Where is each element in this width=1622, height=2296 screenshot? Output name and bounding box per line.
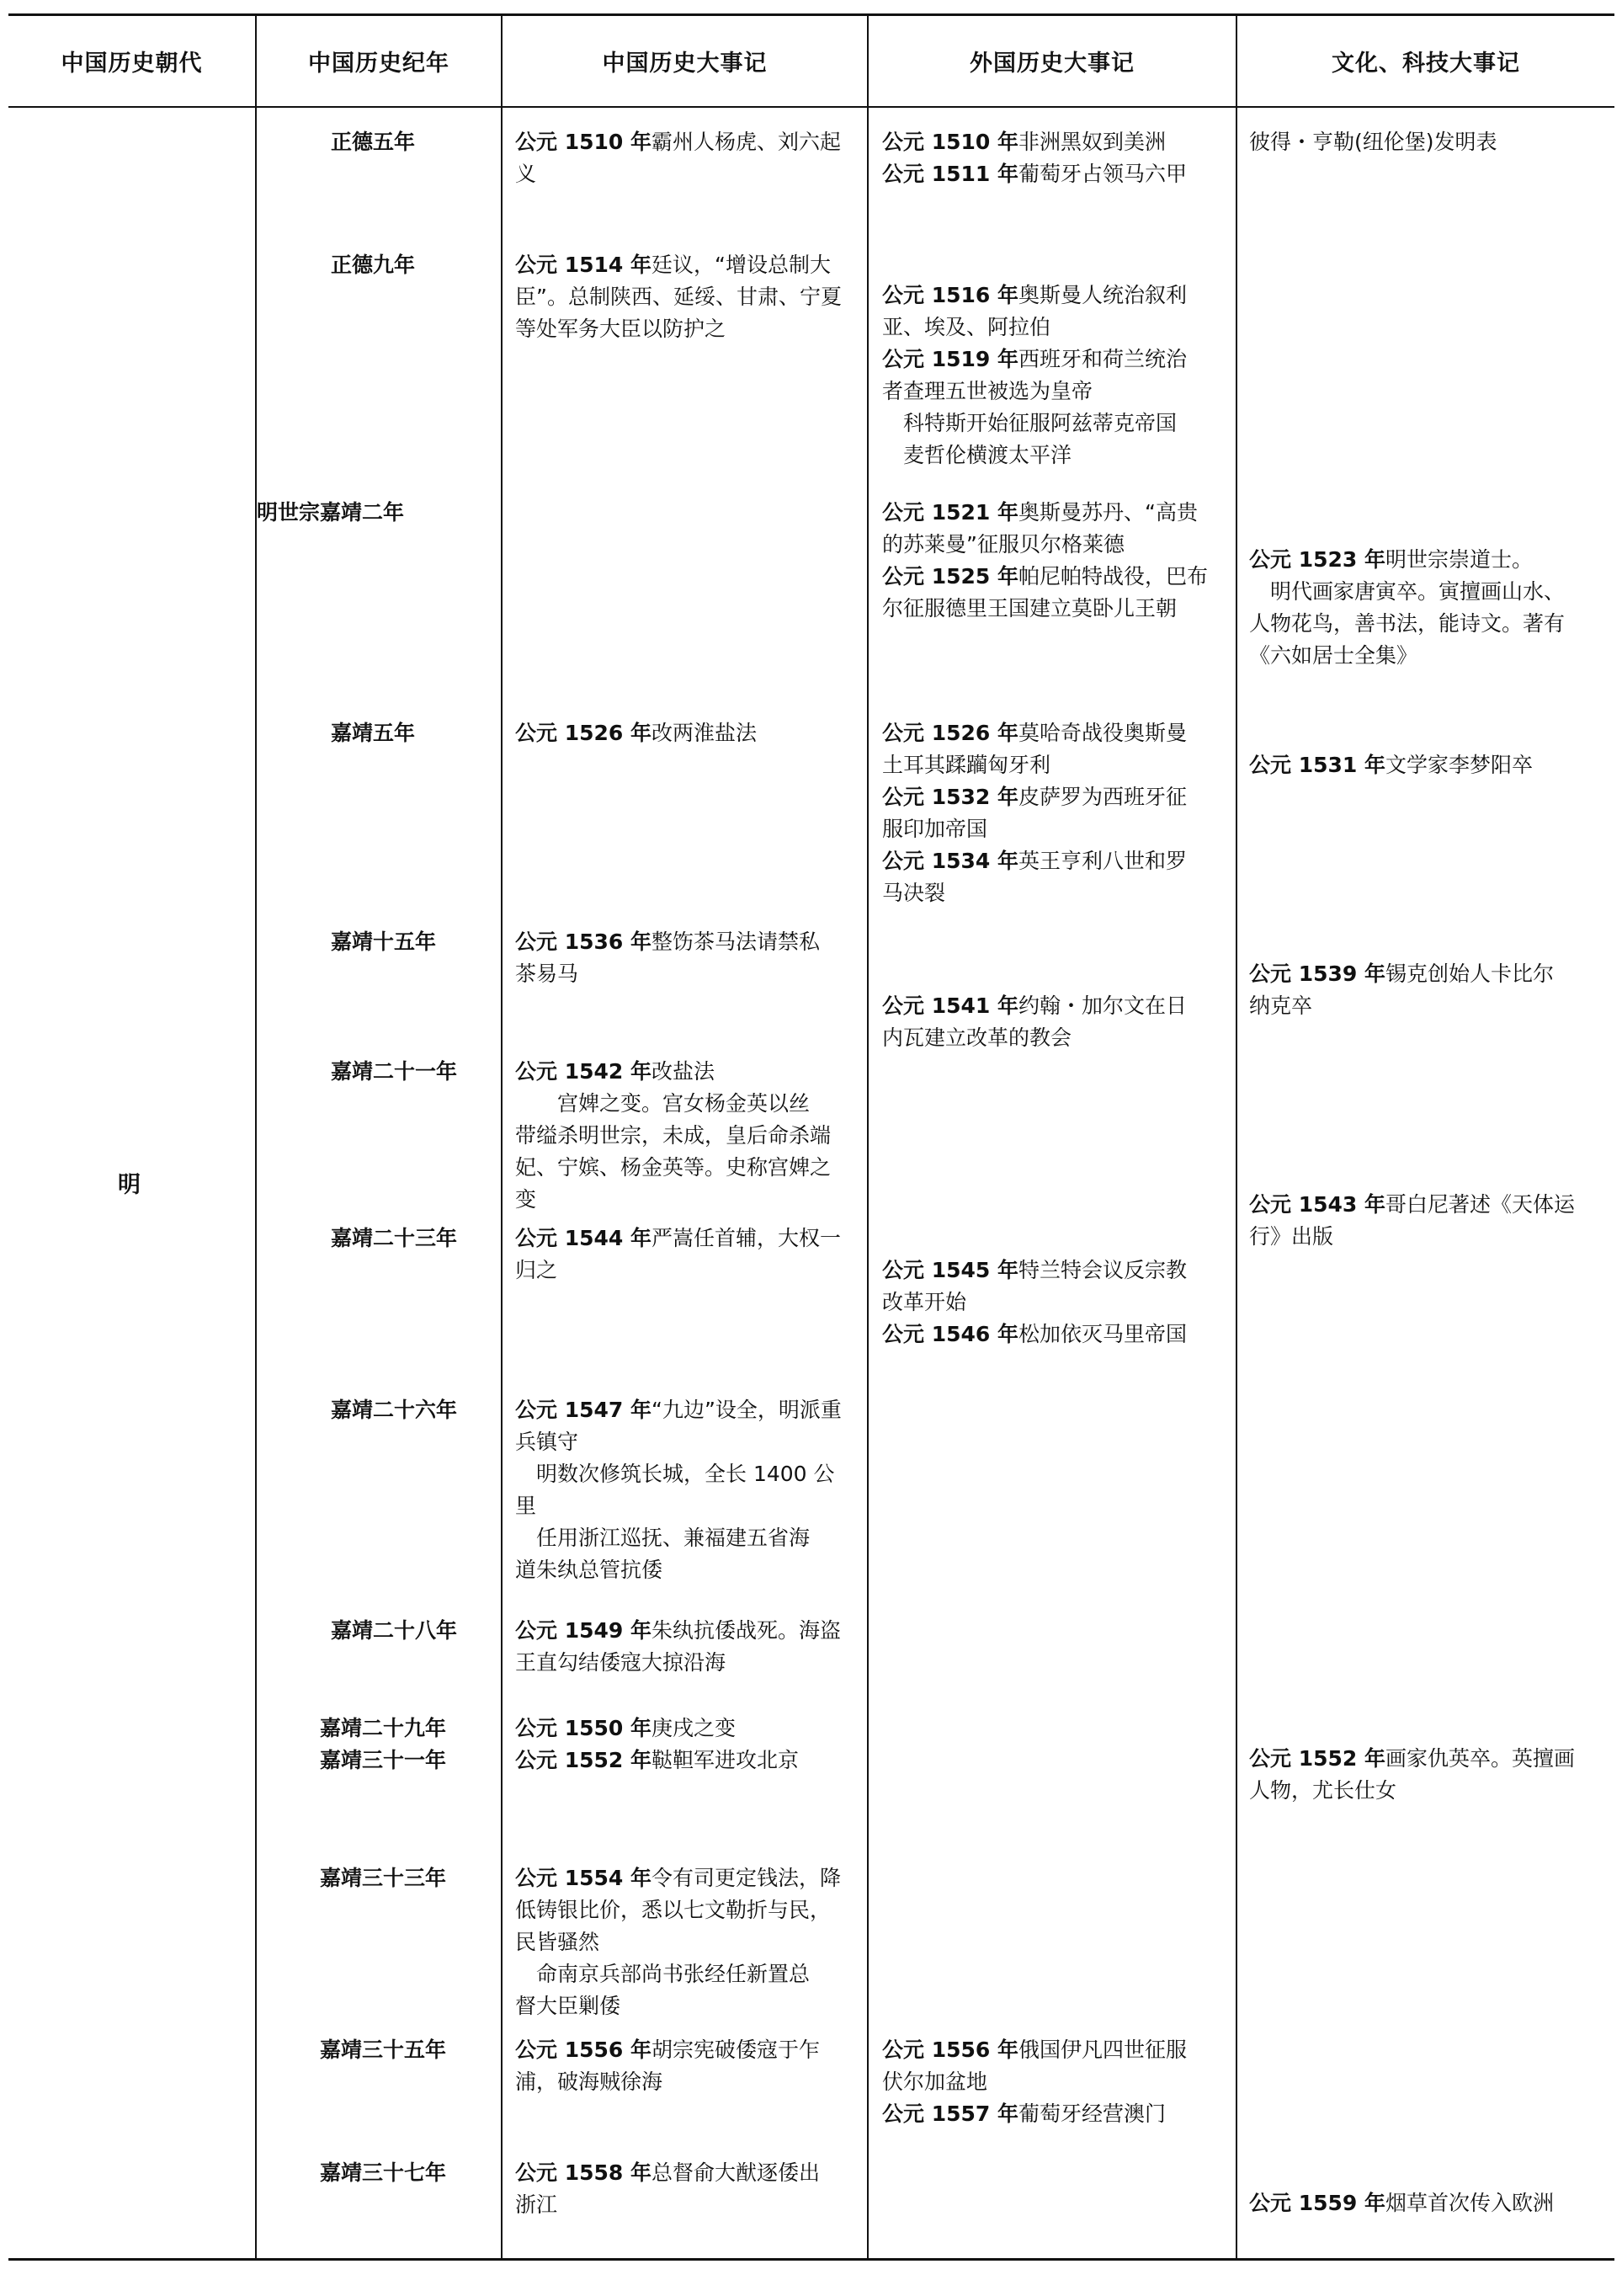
header-dynasty: 中国历史朝代	[61, 50, 203, 77]
culture-event	[1249, 126, 1497, 158]
china-event	[515, 1862, 841, 2022]
event-line: 王直勾结倭寇大掠沿海	[515, 1650, 726, 1675]
event-line: 公元 1534 年英王亨利八世和罗	[882, 849, 1188, 873]
event-line: 公元 1510 年非洲黑奴到美洲	[882, 130, 1167, 154]
era-cell: 嘉靖五年	[331, 721, 416, 745]
event-line: 内瓦建立改革的教会	[882, 1025, 1072, 1050]
event-line: 公元 1536 年整饬茶马法请禁私	[515, 930, 821, 954]
china-event	[515, 1223, 841, 1287]
event-line: 公元 1558 年总督俞大猷逐倭出	[515, 2160, 821, 2185]
event-line: 彼得・亨勒(纽伦堡)发明表	[1249, 130, 1497, 154]
dynasty-label: 明	[118, 1172, 141, 1198]
event-line: 改革开始	[882, 1290, 967, 1314]
event-line: 茶易马	[515, 962, 579, 986]
china-event	[515, 1394, 842, 1586]
event-line: 任用浙江巡抚、兼福建五省海	[515, 1526, 811, 1550]
china-event	[515, 249, 842, 345]
event-line: 低铸银比价，悉以七文勒折与民，	[515, 1898, 832, 1922]
culture-event	[1249, 544, 1565, 672]
event-line: 公元 1552 年画家仇英卒。英擅画	[1249, 1746, 1576, 1771]
header-foreign-events: 外国历史大事记	[970, 50, 1135, 77]
event-line: 纳克卒	[1249, 994, 1313, 1018]
event-line: 人物，尤长仕女	[1249, 1778, 1397, 1803]
event-line: 公元 1539 年锡克创始人卡比尔	[1249, 962, 1555, 986]
event-line: 公元 1510 年霸州人杨虎、刘六起	[515, 130, 842, 154]
event-line: 行》出版	[1249, 1224, 1334, 1249]
china-event	[515, 1713, 799, 1777]
event-line: 道朱纨总管抗倭	[515, 1558, 663, 1582]
era-cell: 明世宗嘉靖二年	[257, 500, 405, 525]
era-cell: 嘉靖二十九年	[320, 1716, 447, 1740]
event-line: 义	[515, 162, 537, 186]
event-line: 民皆骚然	[515, 1930, 600, 1954]
china-event	[515, 1056, 831, 1216]
event-line: 公元 1549 年朱纨抗倭战死。海盗	[515, 1618, 842, 1643]
header-culture-events: 文化、科技大事记	[1332, 50, 1520, 77]
era-cell: 嘉靖三十三年	[320, 1866, 447, 1890]
foreign-event	[882, 497, 1208, 625]
event-line: 浦，破海贼徐海	[515, 2070, 663, 2094]
event-line: 者查理五世被选为皇帝	[882, 379, 1093, 403]
era-cell: 正德九年	[331, 253, 416, 277]
event-line: 公元 1523 年明世宗崇道士。	[1249, 547, 1534, 572]
event-line: 公元 1554 年令有司更定钱法，降	[515, 1866, 842, 1890]
era-cell: 嘉靖三十一年	[320, 1748, 447, 1772]
event-line: 公元 1542 年改盐法	[515, 1059, 715, 1084]
event-line: 麦哲伦横渡太平洋	[882, 443, 1072, 467]
culture-event	[1249, 2187, 1554, 2219]
era-cell: 嘉靖二十八年	[331, 1618, 458, 1643]
era-cell: 嘉靖二十三年	[331, 1226, 458, 1250]
foreign-event	[882, 280, 1187, 471]
column-divider-4	[1236, 15, 1237, 2258]
era-cell: 嘉靖二十一年	[331, 1059, 458, 1084]
event-line: 公元 1514 年廷议，“增设总制大	[515, 253, 831, 277]
era-cell: 嘉靖二十六年	[331, 1398, 458, 1422]
era-cell: 嘉靖十五年	[331, 930, 437, 954]
event-line: 伏尔加盆地	[882, 2070, 988, 2094]
culture-event	[1249, 958, 1554, 1022]
china-event	[515, 717, 757, 749]
event-line: 公元 1557 年葡萄牙经营澳门	[882, 2102, 1167, 2126]
event-line: 归之	[515, 1258, 558, 1282]
event-line: 公元 1556 年胡宗宪破倭寇于乍	[515, 2038, 821, 2062]
event-line: 人物花鸟，善书法，能诗文。著有	[1249, 611, 1566, 636]
era-cell: 正德五年	[331, 130, 416, 154]
china-event	[515, 2034, 820, 2098]
event-line: 兵镇守	[515, 1430, 579, 1454]
event-line: 宫婢之变。宫女杨金英以丝	[515, 1091, 811, 1116]
event-line: 尔征服德里王国建立莫卧儿王朝	[882, 596, 1178, 621]
event-line: 亚、埃及、阿拉伯	[882, 315, 1051, 339]
event-line: 公元 1526 年莫哈奇战役奥斯曼	[882, 721, 1188, 745]
event-line: 妃、宁嫔、杨金英等。史称宫婢之	[515, 1155, 832, 1180]
event-line: 的苏莱曼”征服贝尔格莱德	[882, 532, 1125, 557]
foreign-event	[882, 2034, 1187, 2130]
event-line: 公元 1532 年皮萨罗为西班牙征	[882, 785, 1188, 809]
column-divider-2	[501, 15, 503, 2258]
event-line: 里	[515, 1494, 537, 1518]
event-line: 公元 1531 年文学家李梦阳卒	[1249, 753, 1534, 777]
foreign-event	[882, 717, 1187, 909]
column-divider-3	[867, 15, 869, 2258]
event-line: 公元 1544 年严嵩任首辅，大权一	[515, 1226, 842, 1250]
header-era: 中国历史纪年	[308, 50, 449, 77]
event-line: 《六如居士全集》	[1249, 643, 1418, 668]
event-line: 明数次修筑长城，全长 1400 公	[515, 1462, 835, 1486]
event-line: 公元 1541 年约翰・加尔文在日	[882, 994, 1188, 1018]
event-line: 公元 1521 年奥斯曼苏丹、“高贵	[882, 500, 1198, 525]
event-line: 变	[515, 1187, 537, 1212]
event-line: 命南京兵部尚书张经任新置总	[515, 1962, 811, 1986]
event-line: 公元 1511 年葡萄牙占领马六甲	[882, 162, 1188, 186]
event-line: 科特斯开始征服阿兹蒂克帝国	[882, 411, 1178, 435]
china-event	[515, 1615, 841, 1679]
culture-event	[1249, 1743, 1575, 1807]
event-line: 督大臣剿倭	[515, 1994, 621, 2018]
event-line: 公元 1516 年奥斯曼人统治叙利	[882, 283, 1188, 307]
table-header-rule	[8, 106, 1614, 108]
event-line: 浙江	[515, 2192, 558, 2217]
event-line: 带缢杀明世宗，未成，皇后命杀端	[515, 1123, 832, 1148]
event-line: 公元 1559 年烟草首次传入欧洲	[1249, 2191, 1555, 2215]
event-line: 服印加帝国	[882, 817, 988, 841]
event-line: 公元 1526 年改两淮盐法	[515, 721, 758, 745]
event-line: 土耳其蹂躏匈牙利	[882, 753, 1051, 777]
era-cell: 嘉靖三十七年	[320, 2160, 447, 2185]
event-line: 公元 1545 年特兰特会议反宗教	[882, 1258, 1188, 1282]
event-line: 马决裂	[882, 881, 946, 905]
event-line: 公元 1550 年庚戌之变	[515, 1716, 737, 1740]
foreign-event	[882, 990, 1187, 1054]
event-line: 公元 1519 年西班牙和荷兰统治	[882, 347, 1188, 371]
event-line: 公元 1546 年松加依灭马里帝国	[882, 1322, 1188, 1346]
column-divider-1	[255, 15, 257, 2258]
event-line: 明代画家唐寅卒。寅擅画山水、	[1249, 579, 1566, 604]
event-line: 公元 1547 年“九边”设全，明派重	[515, 1398, 842, 1422]
foreign-event	[882, 126, 1187, 190]
event-line: 公元 1543 年哥白尼著述《天体运	[1249, 1192, 1576, 1217]
event-line: 臣”。总制陕西、延绥、甘肃、宁夏	[515, 285, 842, 309]
china-event	[515, 926, 820, 990]
header-china-events: 中国历史大事记	[602, 50, 768, 77]
culture-event	[1249, 1189, 1575, 1253]
china-event	[515, 126, 841, 190]
event-line: 等处军务大臣以防护之	[515, 317, 726, 341]
foreign-event	[882, 1255, 1187, 1350]
era-cell: 嘉靖三十五年	[320, 2038, 447, 2062]
table-bottom-rule	[8, 2258, 1614, 2261]
event-line: 公元 1525 年帕尼帕特战役，巴布	[882, 564, 1209, 589]
event-line: 公元 1552 年鞑靼军进攻北京	[515, 1748, 800, 1772]
culture-event	[1249, 749, 1533, 781]
china-event	[515, 2157, 820, 2221]
event-line: 公元 1556 年俄国伊凡四世征服	[882, 2038, 1188, 2062]
